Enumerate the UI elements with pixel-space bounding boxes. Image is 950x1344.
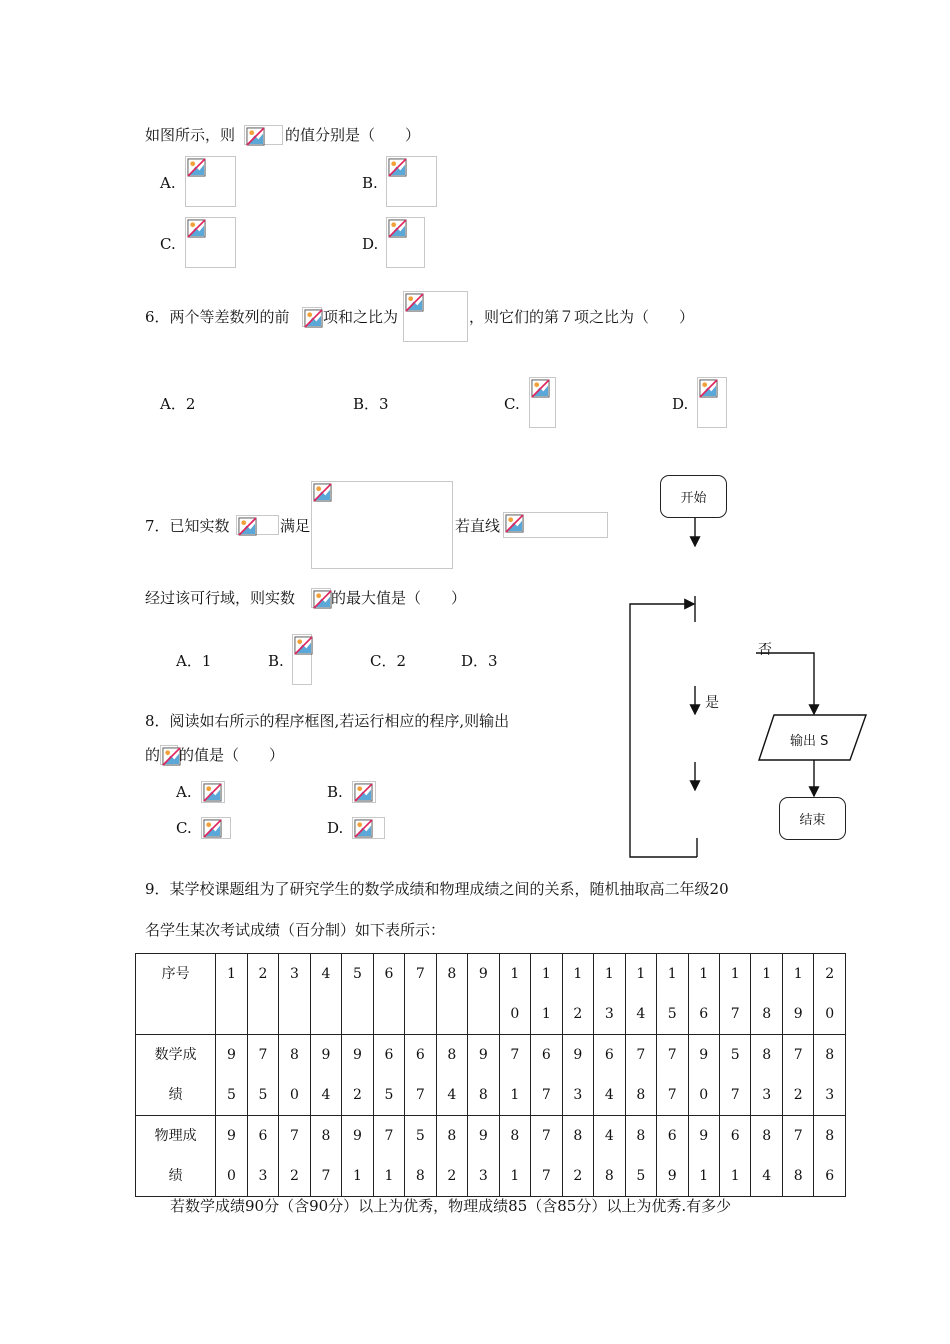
q5-option-d-label: D.: [362, 235, 379, 253]
q6-option-a: A．2: [160, 395, 196, 413]
q8-line2-start: 的: [145, 746, 161, 764]
row-label-index: 序号: [136, 954, 216, 1035]
q8-line1: 8．阅读如右所示的程序框图,若运行相应的程序,则输出: [145, 712, 510, 730]
cell-physics: 8 1: [499, 1116, 530, 1197]
flowchart-end-node: [779, 797, 846, 840]
flowchart-end-label: 结束: [799, 813, 826, 828]
q7-stem-satisfies: 满足: [280, 517, 311, 535]
cell-physics: 9 3: [468, 1116, 499, 1197]
cell-physics: 8 2: [436, 1116, 467, 1197]
q7-option-b-label: B.: [268, 652, 284, 670]
cell-math: 6 4: [594, 1035, 625, 1116]
q9-line2: 名学生某次考试成绩（百分制）如下表所示：: [145, 921, 446, 939]
flowchart-yes-label: 是: [705, 695, 719, 711]
q5-stem-start: 如图所示，则: [145, 126, 236, 144]
cell-physics: 7 1: [373, 1116, 404, 1197]
cell-math: 9 2: [342, 1035, 373, 1116]
cell-index: 8: [436, 954, 467, 1035]
cell-math: 5 7: [719, 1035, 750, 1116]
cell-index: 1 0: [499, 954, 530, 1035]
cell-math: 6 7: [405, 1035, 436, 1116]
q5-option-c-label: C.: [160, 235, 176, 253]
cell-index: 1 9: [782, 954, 813, 1035]
cell-physics: 8 6: [814, 1116, 846, 1197]
cell-index: 1 7: [719, 954, 750, 1035]
q6-stem-start: 6．两个等差数列的前: [145, 308, 290, 326]
cell-math: 7 5: [247, 1035, 278, 1116]
q8-option-a-label: A.: [176, 783, 192, 801]
cell-physics: 7 2: [279, 1116, 310, 1197]
q9-line1: 9．某学校课题组为了研究学生的数学成绩和物理成绩之间的关系，随机抽取高二年级20: [145, 880, 729, 898]
cell-index: 1 5: [657, 954, 688, 1035]
q8-option-d-label: D.: [327, 819, 344, 837]
table-row: [136, 1116, 846, 1197]
cell-math: 6 7: [531, 1035, 562, 1116]
cell-math: 9 3: [562, 1035, 593, 1116]
cell-math: 7 8: [625, 1035, 656, 1116]
q6-stem-middle: 项和之比为: [323, 308, 399, 326]
cell-math: 6 5: [373, 1035, 404, 1116]
q9-continuation: 若数学成绩90分（含90分）以上为优秀，物理成绩85（含85分）以上为优秀.有多少: [170, 1197, 732, 1215]
q6-stem-end: ，则它们的第７项之比为（ ）: [469, 308, 695, 326]
cell-physics: 8 5: [625, 1116, 656, 1197]
q7-option-d: D．3: [461, 652, 498, 670]
q7-option-c: C．2: [370, 652, 407, 670]
cell-index: 1: [216, 954, 247, 1035]
q6-option-d-label: D.: [672, 395, 689, 413]
cell-physics: 8 7: [310, 1116, 341, 1197]
cell-physics: 9 1: [688, 1116, 719, 1197]
q5-option-a-label: A.: [160, 174, 176, 192]
cell-physics: 9 1: [342, 1116, 373, 1197]
q5-stem-end: 的值分别是（ ）: [285, 126, 421, 144]
cell-index: 6: [373, 954, 404, 1035]
cell-index: 5: [342, 954, 373, 1035]
q7-line2-start: 经过该可行域，则实数: [145, 589, 296, 607]
table-row: [136, 1035, 846, 1116]
cell-math: 7 2: [782, 1035, 813, 1116]
q7-option-a: A．1: [176, 652, 212, 670]
cell-index: 9: [468, 954, 499, 1035]
scores-table: [135, 953, 846, 1197]
cell-index: 1 8: [751, 954, 782, 1035]
cell-physics: 4 8: [594, 1116, 625, 1197]
q7-stem-start: 7．已知实数: [145, 517, 230, 535]
cell-physics: 6 1: [719, 1116, 750, 1197]
cell-math: 8 3: [751, 1035, 782, 1116]
cell-math: 8 0: [279, 1035, 310, 1116]
cell-math: 9 8: [468, 1035, 499, 1116]
cell-math: 9 4: [310, 1035, 341, 1116]
row-label-physics: 物理成 绩: [136, 1116, 216, 1197]
q7-stem-line: 若直线: [455, 517, 501, 535]
cell-index: 4: [310, 954, 341, 1035]
flowchart-output-label: 输出 S: [790, 734, 829, 749]
cell-physics: 5 8: [405, 1116, 436, 1197]
cell-math: 9 5: [216, 1035, 247, 1116]
cell-physics: 7 8: [782, 1116, 813, 1197]
cell-physics: 6 9: [657, 1116, 688, 1197]
cell-math: 8 3: [814, 1035, 846, 1116]
row-label-math: 数学成 绩: [136, 1035, 216, 1116]
cell-index: 7: [405, 954, 436, 1035]
cell-index: 2 0: [814, 954, 846, 1035]
cell-index: 1 3: [594, 954, 625, 1035]
cell-physics: 8 4: [751, 1116, 782, 1197]
flowchart-start-label: 开始: [680, 491, 707, 506]
cell-math: 7 7: [657, 1035, 688, 1116]
cell-physics: 9 0: [216, 1116, 247, 1197]
cell-math: 7 1: [499, 1035, 530, 1116]
q8-option-b-label: B.: [327, 783, 343, 801]
q6-option-c-label: C.: [504, 395, 520, 413]
flowchart-no-label: 否: [758, 642, 772, 658]
cell-index: 3: [279, 954, 310, 1035]
cell-physics: 8 2: [562, 1116, 593, 1197]
q8-option-c-label: C.: [176, 819, 192, 837]
q6-option-b: B．3: [353, 395, 389, 413]
flowchart-start-node: [660, 475, 727, 518]
cell-index: 1 6: [688, 954, 719, 1035]
table-row: [136, 954, 846, 1035]
q7-line2-end: 的最大值是（ ）: [331, 589, 467, 607]
cell-index: 1 2: [562, 954, 593, 1035]
cell-index: 2: [247, 954, 278, 1035]
q8-line2-end: 的值是（ ）: [179, 746, 285, 764]
cell-physics: 7 7: [531, 1116, 562, 1197]
cell-math: 9 0: [688, 1035, 719, 1116]
cell-math: 8 4: [436, 1035, 467, 1116]
cell-physics: 6 3: [247, 1116, 278, 1197]
cell-index: 1 1: [531, 954, 562, 1035]
cell-index: 1 4: [625, 954, 656, 1035]
q5-option-b-label: B.: [362, 174, 378, 192]
